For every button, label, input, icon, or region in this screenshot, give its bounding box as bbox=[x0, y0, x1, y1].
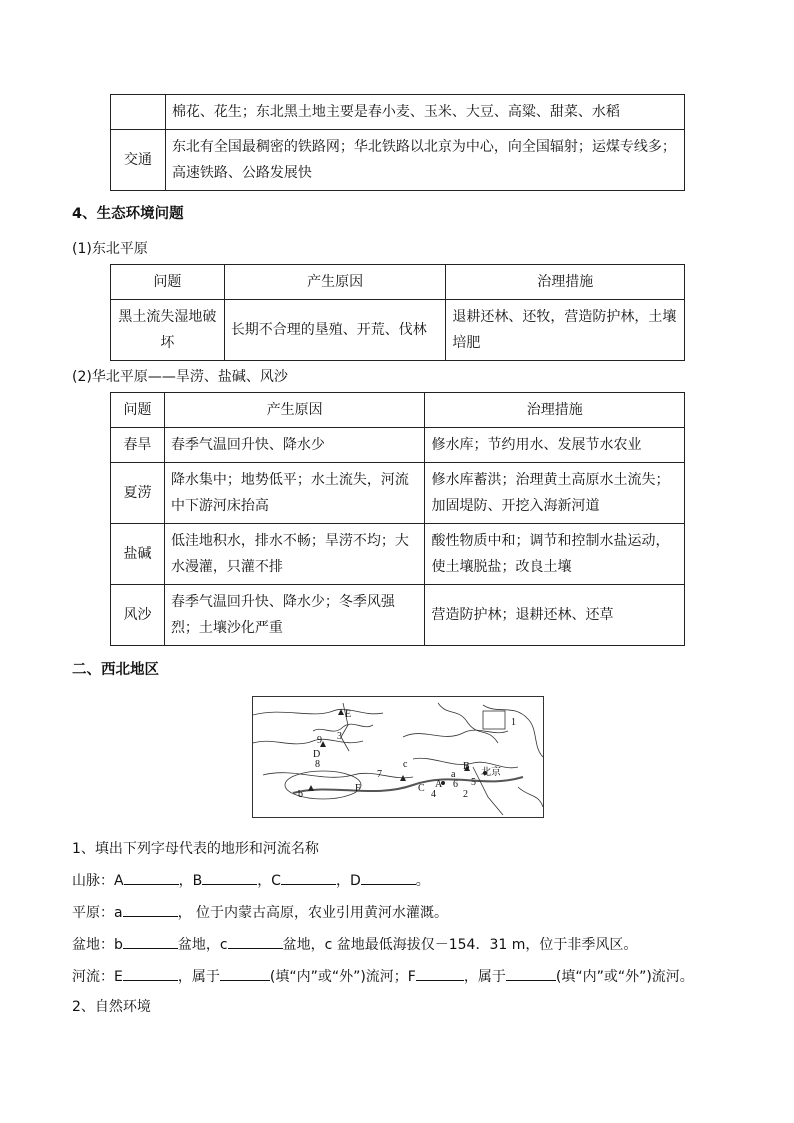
map-drawing bbox=[253, 697, 543, 817]
table-row bbox=[111, 463, 685, 524]
answer-blank-E-type[interactable] bbox=[220, 966, 270, 981]
answer-blank-F-type[interactable] bbox=[506, 966, 556, 981]
table-northeast bbox=[110, 264, 685, 361]
subheading: (1)东北平原 bbox=[72, 241, 148, 257]
row-label: 交通 bbox=[111, 130, 166, 191]
map-label-beijing: 北京 bbox=[481, 767, 501, 778]
table-cell: 修水库蓄洪；治理黄土高原水土流失；加固堤防、开挖入海新河道 bbox=[425, 463, 685, 524]
answer-blank-D[interactable] bbox=[361, 870, 416, 885]
map-label-F: F bbox=[355, 783, 361, 794]
plain-suffix: ， 位于内蒙古高原，农业引用黄河水灌溉。 bbox=[177, 905, 449, 921]
column-header: 产生原因 bbox=[164, 393, 425, 428]
answer-blank-a[interactable] bbox=[123, 902, 178, 917]
table-row bbox=[111, 524, 685, 585]
table-cell: 黑土流失湿地破坏 bbox=[111, 300, 225, 361]
mountains-prefix: 山脉：A bbox=[72, 873, 124, 889]
plain-prefix: 平原：a bbox=[72, 905, 123, 921]
map-number-4: 4 bbox=[431, 789, 436, 800]
table-cell: 长期不合理的垦殖、开荒、伐林 bbox=[224, 300, 446, 361]
river-mid1: ，属于 bbox=[177, 969, 220, 985]
river-line bbox=[263, 773, 413, 778]
border-line bbox=[253, 709, 383, 715]
map-label-C: C bbox=[418, 783, 425, 794]
border-line bbox=[253, 739, 363, 744]
basin-outline bbox=[285, 771, 361, 799]
map-number-6: 6 bbox=[453, 779, 458, 790]
column-header: 产生原因 bbox=[224, 265, 446, 300]
basin-prefix: 盆地：b bbox=[72, 937, 123, 953]
table-cell: 退耕还林、还牧，营造防护林，土壤培肥 bbox=[446, 300, 685, 361]
column-header: 治理措施 bbox=[425, 393, 685, 428]
peak-icon bbox=[308, 785, 314, 791]
map-label-A: A bbox=[435, 779, 443, 790]
river-end: (填“内”或“外”)流河。 bbox=[555, 969, 694, 985]
table-cell: 酸性物质中和；调节和控制水盐运动，使土壤脱盐；改良土壤 bbox=[425, 524, 685, 585]
answer-blank-B[interactable] bbox=[202, 870, 257, 885]
mountains-d: ，D bbox=[335, 873, 361, 889]
map-number-7: 7 bbox=[377, 769, 382, 780]
mountain-band bbox=[293, 777, 523, 793]
table-row bbox=[111, 130, 685, 191]
column-header: 问题 bbox=[111, 265, 225, 300]
river-line-text bbox=[72, 966, 694, 986]
mountains-c: ，C bbox=[257, 873, 281, 889]
row-content: 棉花、花生；东北黑土地主要是春小麦、玉米、大豆、高粱、甜菜、水稻 bbox=[165, 95, 684, 130]
river-mid2: (填“内”或“外”)流河；F bbox=[269, 969, 416, 985]
table-cell: 修水库；节约用水、发展节水农业 bbox=[425, 428, 685, 463]
river-line bbox=[313, 724, 373, 731]
map-number-1: 1 bbox=[511, 717, 516, 728]
answer-blank-F[interactable] bbox=[416, 966, 464, 981]
map-label-b: b bbox=[298, 789, 303, 800]
coast-line bbox=[483, 705, 543, 757]
table-cell: 春季气温回升快、降水少；冬季风强烈；土壤沙化严重 bbox=[164, 585, 425, 646]
column-header: 问题 bbox=[111, 393, 165, 428]
answer-blank-A[interactable] bbox=[124, 870, 179, 885]
table-north-china bbox=[110, 392, 685, 646]
table-cell: 春旱 bbox=[111, 428, 165, 463]
table-row bbox=[111, 95, 685, 130]
coast-line bbox=[518, 787, 543, 807]
map-label-a: a bbox=[451, 769, 456, 780]
basin-mid: 盆地，c bbox=[177, 937, 228, 953]
river-mid3: ，属于 bbox=[463, 969, 506, 985]
basin-suffix: 盆地，c 盆地最低海拔仅－154．31 m，位于非季风区。 bbox=[282, 937, 638, 953]
table-row bbox=[111, 428, 685, 463]
border-line bbox=[438, 703, 498, 743]
map-label-B: B bbox=[463, 761, 470, 772]
map-number-8: 8 bbox=[315, 759, 320, 770]
table-cell: 低洼地积水，排水不畅；旱涝不均；大水漫灌，只灌不排 bbox=[164, 524, 425, 585]
region-outline bbox=[483, 711, 505, 729]
answer-blank-C[interactable] bbox=[281, 870, 336, 885]
table-cell: 春季气温回升快、降水少 bbox=[164, 428, 425, 463]
section-heading: 4、生态环境问题 bbox=[72, 206, 184, 222]
table-cell: 风沙 bbox=[111, 585, 165, 646]
map-label-D: D bbox=[313, 749, 321, 760]
question-title: 1、填出下列字母代表的地形和河流名称 bbox=[72, 841, 319, 857]
question-title: 2、自然环境 bbox=[72, 999, 151, 1015]
table-row bbox=[111, 300, 685, 361]
mountains-end: 。 bbox=[415, 873, 430, 889]
plain-line bbox=[72, 902, 448, 922]
map-number-3: 3 bbox=[337, 731, 342, 742]
map-number-2: 2 bbox=[463, 789, 468, 800]
table-cell: 降水集中；地势低平；水土流失，河流中下游河床抬高 bbox=[164, 463, 425, 524]
river-prefix: 河流：E bbox=[72, 969, 123, 985]
table-header-row bbox=[111, 265, 685, 300]
row-content: 东北有全国最稠密的铁路网；华北铁路以北京为中心，向全国辐射；运煤专线多；高速铁路、公路发展快 bbox=[165, 130, 684, 191]
basin-line bbox=[72, 934, 637, 954]
table-agriculture-transport bbox=[110, 94, 685, 191]
subheading: (2)华北平原——旱涝、盐碱、风沙 bbox=[72, 369, 288, 385]
mountains-b: ，B bbox=[178, 873, 203, 889]
table-cell: 营造防护林；退耕还林、还草 bbox=[425, 585, 685, 646]
row-label bbox=[111, 95, 166, 130]
answer-blank-c[interactable] bbox=[228, 934, 283, 949]
section-heading: 二、西北地区 bbox=[72, 662, 159, 678]
map-label-E: E bbox=[345, 709, 352, 720]
table-header-row bbox=[111, 393, 685, 428]
table-cell: 夏涝 bbox=[111, 463, 165, 524]
map-number-5: 5 bbox=[471, 777, 476, 788]
answer-blank-E[interactable] bbox=[123, 966, 178, 981]
answer-blank-b[interactable] bbox=[123, 934, 178, 949]
northwest-map bbox=[252, 696, 544, 818]
table-cell: 盐碱 bbox=[111, 524, 165, 585]
table-row bbox=[111, 585, 685, 646]
map-number-9: 9 bbox=[317, 735, 322, 746]
map-label-c: c bbox=[403, 759, 408, 770]
mountains-line bbox=[72, 870, 430, 890]
column-header: 治理措施 bbox=[446, 265, 685, 300]
